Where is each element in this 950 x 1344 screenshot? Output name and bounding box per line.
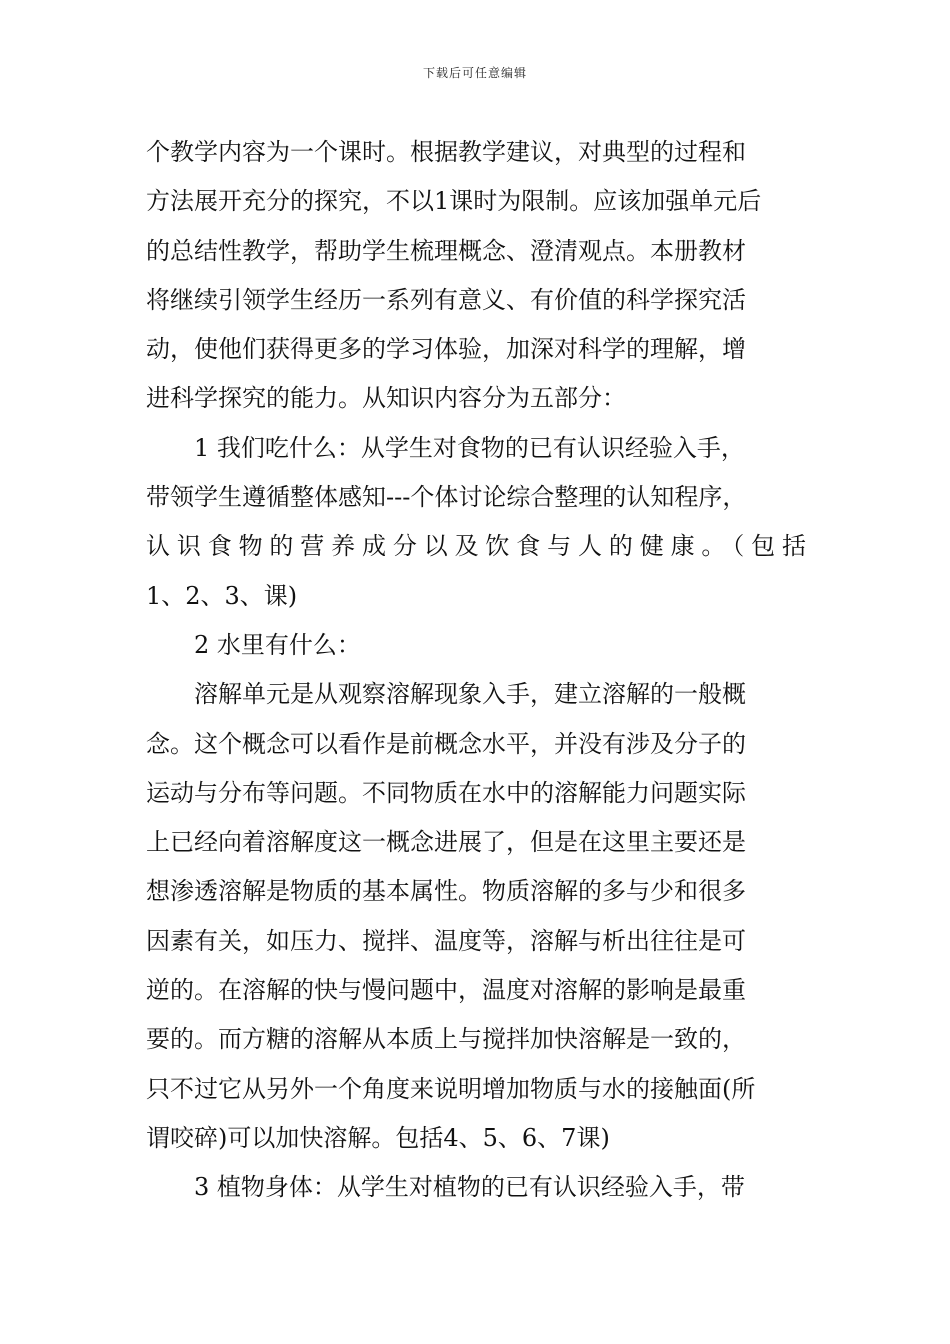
text-line: 要的。而方糖的溶解从本质上与搅拌加快溶解是一致的， [146,1025,746,1054]
text-line: 运动与分布等问题。不同物质在水中的溶解能力问题实际 [146,778,746,807]
text-line: 溶解单元是从观察溶解现象入手，建立溶解的一般概 [194,680,746,709]
text-line: 因素有关，如压力、搅拌、温度等，溶解与析出往往是可 [146,926,746,955]
text-line: 方法展开充分的探究，不以1课时为限制。应该加强单元后 [146,187,762,216]
text-line: 个教学内容为一个课时。根据教学建议，对典型的过程和 [146,138,746,166]
text-line: 逆的。在溶解的快与慢问题中，温度对溶解的影响是最重 [146,976,746,1005]
text-line: 带领学生遵循整体感知---个体讨论综合整理的认知程序， [146,483,747,512]
text-line: 3 植物身体：从学生对植物的已有认识经验入手，带 [194,1173,745,1202]
text-line: 上已经向着溶解度这一概念进展了，但是在这里主要还是 [146,828,746,857]
text-line: 进科学探究的能力。从知识内容分为五部分： [146,384,626,413]
text-line: 动，使他们获得更多的学习体验，加深对科学的理解，增 [146,335,746,364]
page-header: 下载后可任意编辑 [422,66,527,80]
text-line: 谓咬碎)可以加快溶解。包括4、5、6、7课) [146,1123,610,1152]
document-body [146,128,806,1213]
text-line: 1、2、3、课) [146,581,298,610]
text-line: 认识食物的营养成分以及饮食与人的健康。（包括 [146,532,806,561]
text-line: 的总结性教学，帮助学生梳理概念、澄清观点。本册教材 [146,236,746,265]
text-line: 只不过它从另外一个角度来说明增加物质与水的接触面(所 [146,1074,756,1103]
text-line: 1 我们吃什么：从学生对食物的已有认识经验入手， [194,433,745,462]
text-line: 念。这个概念可以看作是前概念水平，并没有涉及分子的 [146,729,746,758]
text-line: 2 水里有什么： [194,630,361,659]
text-line: 想渗透溶解是物质的基本属性。物质溶解的多与少和很多 [146,877,746,906]
text-line: 将继续引领学生经历一系列有意义、有价值的科学探究活 [146,285,746,314]
